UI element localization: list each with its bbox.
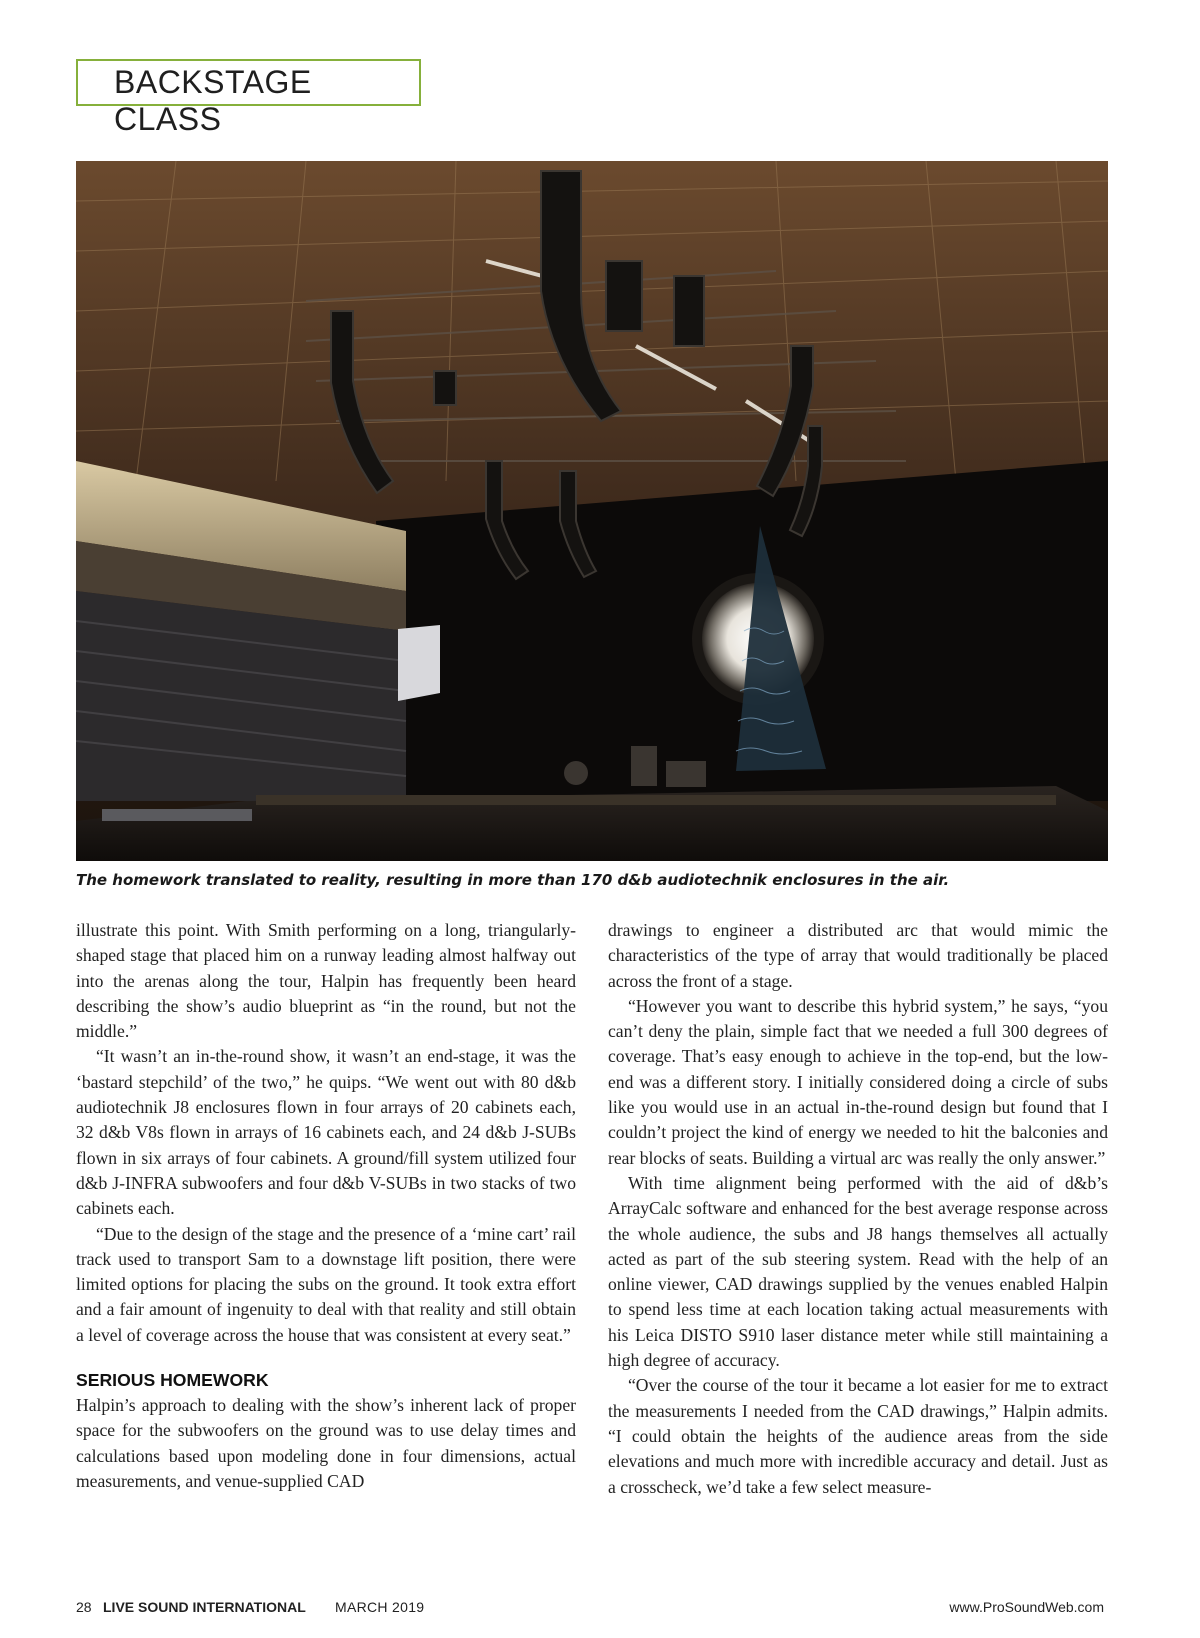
website-link[interactable]: www.ProSoundWeb.com [949,1599,1104,1615]
paragraph: illustrate this point. With Smith performing on a long, triangularly-shaped stage that placed him on a runway leading almost halfway out into the arenas along the tour, Halpin has frequently been heard describing the show’s audio blueprint as “in the round, but not the middle.” [76,920,576,1042]
page-footer [76,1599,1108,1619]
section-heading: SERIOUS HOMEWORK [76,1370,269,1391]
article-column-right [608,918,1108,1500]
paragraph: With time alignment being performed with the aid of d&b’s ArrayCalc software and enhanced for the best average response across the whole audience, the subs and J8 hangs themselves all actually acted as part of the sub steering system. Read with the help of an online viewer, CAD drawings supplied by the venues enabled Halpin to spend less time at each location taking actual measurements with his Leica DISTO S910 laser distance meter while still maintaining a high degree of accuracy. [608,1172,1108,1371]
paragraph: “It wasn’t an in-the-round show, it wasn’t an end-stage, it was the ‘bastard stepchild’ of the two,” he quips. “We went out with 80 d&b audiotechnik J8 enclosures flown in four arrays of 20 cabinets each, 32 d&b V8s flown in arrays of 16 cabinets each, and 24 d&b J-SUBs flown in six arrays of four cabinets. A ground/fill system utilized four d&b J-INFRA subwoofers and four d&b V-SUBs in two stacks of two cabinets each. [76,1046,576,1219]
photo-caption: The homework translated to reality, resulting in more than 170 d&b audiotechnik enclosures in the air. [76,871,950,889]
page-number: 28 [76,1599,92,1615]
arena-photo [76,161,1108,861]
paragraph: drawings to engineer a distributed arc that would mimic the characteristics of the type of array that would traditionally be placed across the front of a stage. [608,920,1108,991]
issue-date: MARCH 2019 [335,1599,425,1615]
paragraph: Halpin’s approach to dealing with the show’s inherent lack of proper space for the subwoofers on the ground was to use delay times and calculations based upon modeling done in four dimensions, actual measurements, and venue-supplied CAD [76,1395,576,1491]
paragraph: “However you want to describe this hybrid system,” he says, “you can’t deny the plain, simple fact that we needed a full 300 degrees of coverage. That’s easy enough to achieve in the top-end, but the low-end was a different story. I initially considered doing a circle of subs like you would use in an actual in-the-round design but found that I couldn’t project the kind of energy we needed to hit the balconies and rear blocks of seats. Building a virtual arc was really the only answer.” [608,995,1108,1168]
paragraph: “Over the course of the tour it became a lot easier for me to extract the measurements I needed from the CAD drawings,” Halpin admits. “I could obtain the heights of the audience areas from the side elevations and much more with incredible accuracy and detail. Just as a crosscheck, we’d take a few select measure- [608,1375,1108,1497]
arena-photo-drawing [76,161,1108,861]
publication-name: LIVE SOUND INTERNATIONAL [103,1599,306,1615]
article-column-left [76,918,576,1494]
section-label: BACKSTAGE CLASS [114,64,312,137]
paragraph: “Due to the design of the stage and the presence of a ‘mine cart’ rail track used to transport Sam to a downstage lift position, there were limited options for placing the subs on the ground. It took extra effort and a fair amount of ingenuity to deal with that reality and still obtain a level of coverage across the house that was consistent at every seat.” [76,1223,576,1345]
section-tag [76,59,421,137]
